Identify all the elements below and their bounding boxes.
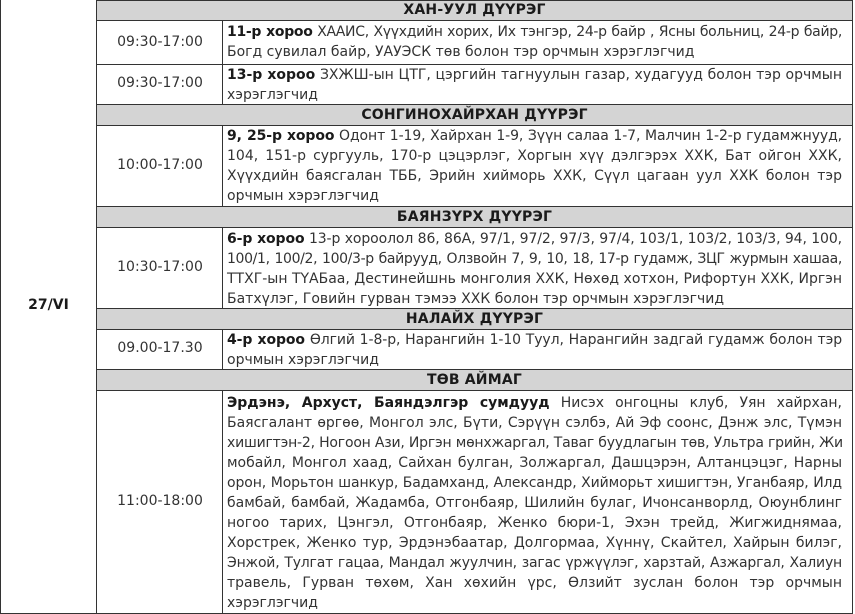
time-cell: 10:30-17:00 <box>117 259 203 275</box>
khoroo-label: 6-р хороо <box>227 231 305 247</box>
area-description <box>227 126 842 206</box>
khoroo-label: 4-р хороо <box>227 332 305 348</box>
row-divider <box>97 390 853 391</box>
row-divider <box>97 227 853 228</box>
area-description <box>227 65 842 105</box>
description-line: бамбай, бамбай, Жадамба, Отгонбаяр, Шилийн булаг, Ичонсанворлд, Оюунблинг <box>227 495 842 511</box>
district-header: ХАН-УУЛ ДҮҮРЭГ <box>403 2 546 18</box>
description-line: травель, Гурван төхөм, Хан хөхийн үрс, Өлзийт зуслан болон тэр орчмын <box>227 575 842 591</box>
area-description <box>227 22 842 62</box>
description-line: орчмын хэрэглэгчид <box>227 352 379 368</box>
description-line: 13-р хороо ЗХЖШ-ын ЦТГ, цэргийн тагнуулын газар, худагууд болон тэр орчмын <box>227 67 842 83</box>
soum-label: Эрдэнэ, Архуст, Баяндэлгэр сумдууд <box>227 395 550 411</box>
area-description <box>227 229 842 309</box>
description-line: 4-р хороо Өлгий 1-8-р, Нарангийн 1-10 Туул, Нарангийн задгай гудамж болон тэр <box>227 332 842 348</box>
area-description <box>227 393 842 613</box>
description-line: хишигтэн-2, Ногоон Ази, Иргэн мөнхжаргал, Таваг буудлагын төв, Ультра грийн, Жи <box>227 435 843 451</box>
table-right-border <box>852 0 853 614</box>
date-cell: 27/VI <box>28 297 69 313</box>
district-header: СОНГИНОХАЙРХАН ДҮҮРЭГ <box>361 107 588 123</box>
description-line: орчмын хэрэглэгчид <box>227 188 379 204</box>
row-divider <box>97 20 853 21</box>
area-description <box>227 330 842 370</box>
time-cell: 10:00-17:00 <box>117 157 203 173</box>
description-line: хэрэглэгчид <box>227 595 318 611</box>
district-header: БАЯНЗҮРХ ДҮҮРЭГ <box>396 209 553 225</box>
description-line: Эрдэнэ, Архуст, Баяндэлгэр сумдууд Нисэх онгоцны клуб, Уян хайрхан, <box>227 395 843 411</box>
time-cell: 09:30-17:00 <box>117 34 203 50</box>
time-cell: 09:30-17:00 <box>117 75 203 91</box>
description-line: мобайл, Монгол хаад, Сайхан булган, Золжаргал, Дашцэрэн, Алтанцэцэг, Нарны <box>227 455 842 471</box>
time-cell: 11:00-18:00 <box>117 493 203 509</box>
time-column-divider <box>222 0 223 614</box>
description-line: Энжой, Тулгат гацаа, Мандал жуулчин, загас үржүүлэг, харзтай, Азжаргал, Халиун <box>227 555 842 571</box>
khoroo-label: 11-р хороо <box>227 24 313 40</box>
description-line: 100/1, 100/2, 100/3-р байрууд, Олзвойн 7, 9, 10, 18, 17-р гудамж, ЗЦГ журмын хашаа, <box>227 251 842 267</box>
description-line: 104, 151-р сургууль, 170-р цэцэрлэг, Хоргын хүү дэлгэрэх ХХК, Бат ойгон ХХК, <box>227 148 842 164</box>
description-line: хэрэглэгчид <box>227 87 318 103</box>
district-header: ТӨВ АЙМАГ <box>426 372 523 388</box>
description-line: Хорстрек, Женко тур, Эрдэнэбаатар, Долгормаа, Хүннү, Скайтел, Хайрын билэг, <box>227 535 842 551</box>
description-line: Баясгалант өргөө, Монгол элс, Бүти, Сэрүүн сэлбэ, Ай Эф соонс, Дэнж элс, Түмэн <box>227 415 842 431</box>
time-cell: 09.00-17.30 <box>117 340 203 356</box>
description-line: Хүүхдийн баясгалан ТББ, Эрийн хийморь ХХК, Сүүл цагаан уул ХХК болон тэр <box>227 168 842 184</box>
description-line: Богд сувилал байр, УАУЭСК төв болон тэр орчмын хэрэглэгчид <box>227 44 695 60</box>
description-line: 9, 25-р хороо Одонт 1-19, Хайрхан 1-9, Зүүн салаа 1-7, Малчин 1-2-р гудамжнууд, <box>227 128 842 144</box>
description-line: Батхүлэг, Говийн гурван тэмээ ХХК болон тэр орчмын хэрэглэгчид <box>227 291 725 307</box>
description-line: ТТХГ-ын ТҮАБаа, Дестинейшнь монголия ХХК, Нөхөд хотхон, Рифортун ХХК, Иргэн <box>227 271 843 287</box>
description-line: 6-р хороо 13-р хороолол 86, 86А, 97/1, 97/2, 97/3, 97/4, 103/1, 103/2, 103/3, 94, 100, <box>227 231 842 247</box>
description-line: 11-р хороо ХААИС, Хүүхдийн хорих, Их тэнгэр, 24-р байр , Ясны больниц, 24-р байр, <box>227 24 842 40</box>
description-line: орон, Морьтон шанкур, Бадамханд, Александр, Хийморьт хишигтэн, Уганбаяр, Илд <box>227 475 842 491</box>
description-line: ногоо тарих, Цэнгэл, Отгонбаяр, Женко бюри-1, Эхэн трейд, Жигжиднямаа, <box>227 515 842 531</box>
district-header: НАЛАЙХ ДҮҮРЭГ <box>405 311 544 327</box>
khoroo-label: 13-р хороо <box>227 67 316 83</box>
khoroo-label: 9, 25-р хороо <box>227 128 335 144</box>
